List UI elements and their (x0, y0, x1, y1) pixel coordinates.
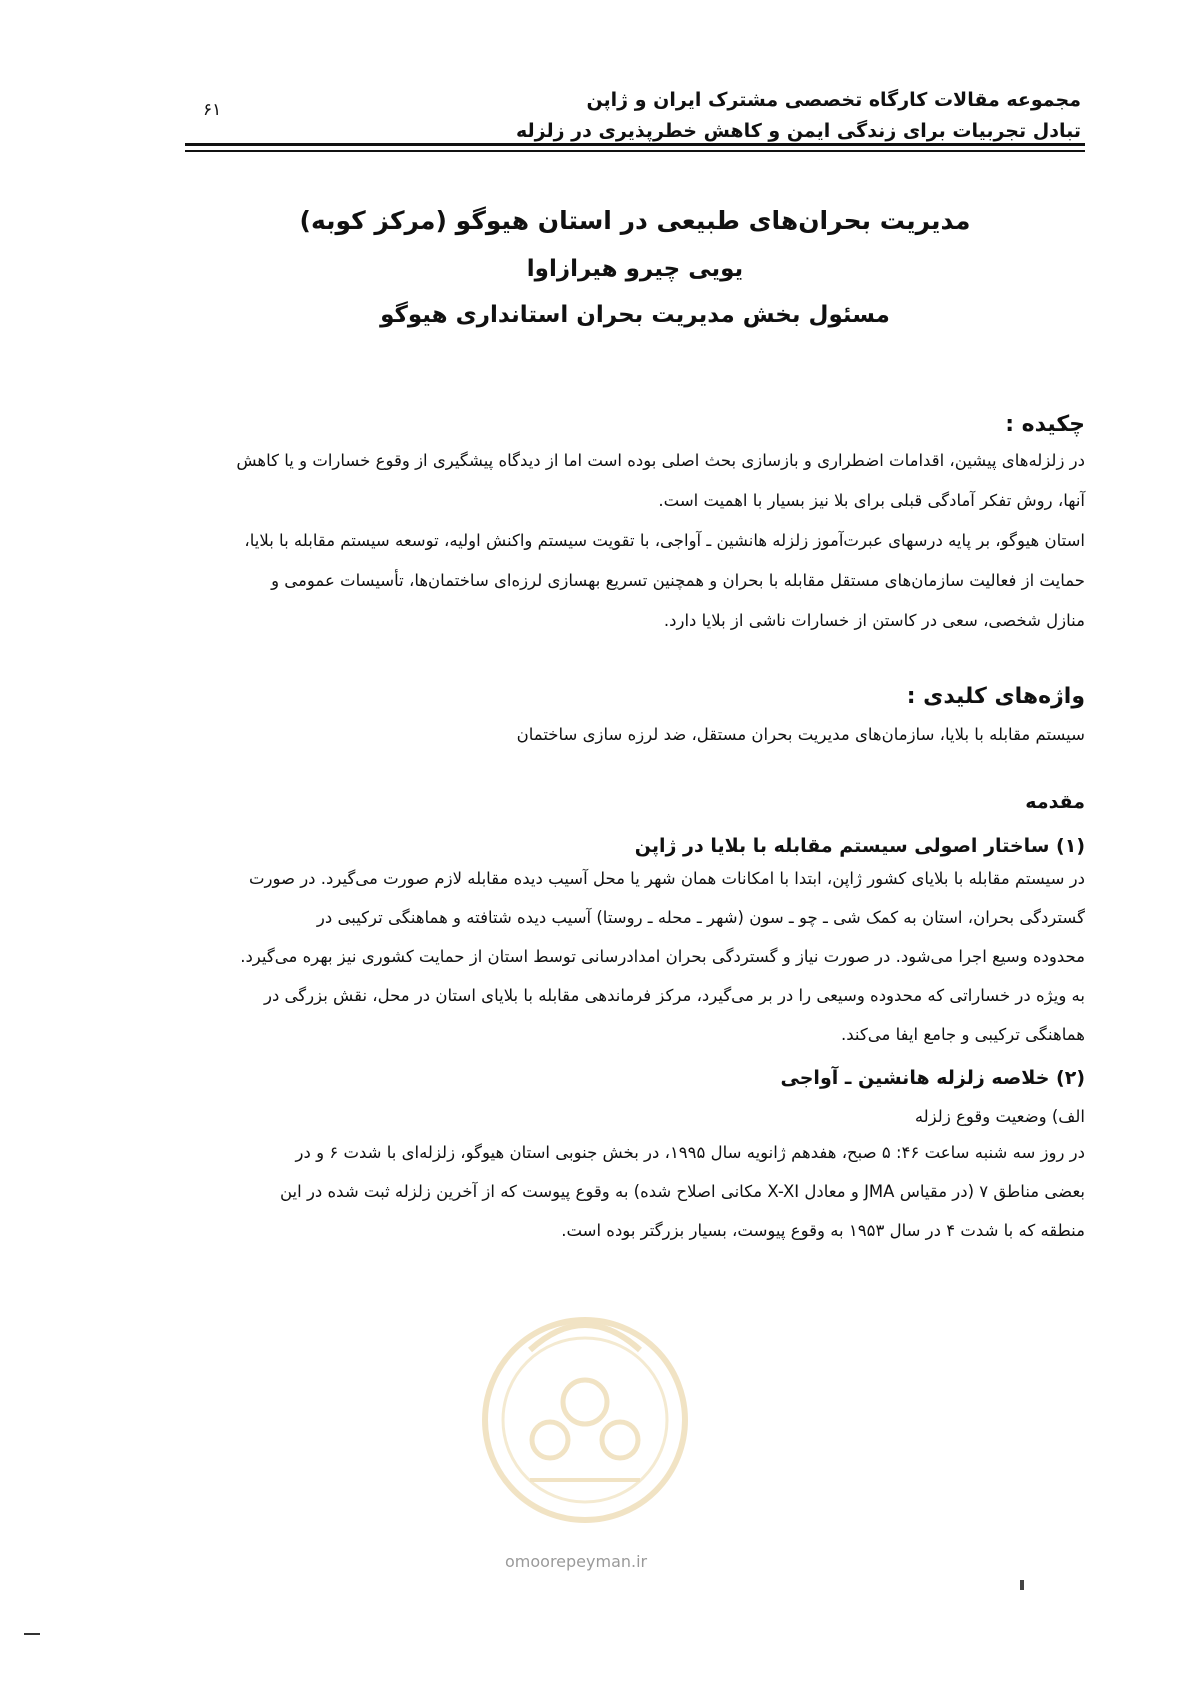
intro-section (185, 786, 1085, 1248)
keywords-text: سیستم مقابله با بلایا، سازمان‌های مدیریت بحران مستقل، ضد لرزه سازی ساختمان (516, 725, 1085, 744)
header-line-2: تبادل تجربیات برای زندگی ایمن و کاهش خطرپذیری در زلزله (516, 120, 1081, 142)
intro-heading: مقدمه (1025, 791, 1085, 813)
keywords-section (185, 680, 1085, 752)
running-header (181, 85, 1081, 147)
section-1-line: محدوده وسیع اجرا می‌شود. در صورت نیاز و گستردگی بحران امدادرسانی توسط استان از حمایت کشوری نیز بهره می‌گیرد. (240, 947, 1085, 966)
watermark-site: omoorepeyman.ir (505, 1552, 648, 1571)
watermark-seal-icon (470, 1290, 700, 1530)
author-affiliation: مسئول بخش مدیریت بحران استانداری هیوگو (380, 302, 890, 328)
scan-mark (1020, 1580, 1024, 1590)
section-2-line: بعضی مناطق ۷ (در مقیاس JMA و معادل X-XI مکانی اصلاح شده) به وقوع پیوست که از آخرین زلزله ثبت شده در این (279, 1182, 1085, 1201)
scan-edge-mark (24, 1633, 40, 1635)
header-rule (185, 143, 1085, 146)
section-1-line: هماهنگی ترکیبی و جامع ایفا می‌کند. (841, 1025, 1085, 1044)
section-1-line: به ویژه در خساراتی که محدوده وسیعی را در بر می‌گیرد، مرکز فرماندهی مقابله با بلایای استان در محل، نقش بزرگی در (263, 986, 1085, 1005)
author-name: یویی چیرو هیرازاوا (526, 256, 744, 282)
header-rule-secondary (185, 150, 1085, 152)
abstract-section (185, 408, 1085, 638)
abstract-line: آنها، روش تفکر آمادگی قبلی برای بلا نیز بسیار با اهمیت است. (658, 491, 1085, 510)
section-1-heading: (۱) ساختار اصولی سیستم مقابله با بلایا در ژاپن (634, 835, 1085, 857)
abstract-line: در زلزله‌های پیشین، اقدامات اضطراری و بازسازی بحث اصلی بوده است اما از دیدگاه پیشگیری از وقوع خسارات و یا کاهش (236, 451, 1085, 470)
section-2-subheading: الف) وضعیت وقوع زلزله (914, 1107, 1085, 1126)
abstract-line: استان هیوگو، بر پایه درسهای عبرت‌آموز زلزله هانشین ـ آواجی، با تقویت سیستم واکنش اولیه، توسعه سیستم مقابله با بلایا، (244, 531, 1085, 550)
abstract-line: حمایت از فعالیت سازمان‌های مستقل مقابله با بحران و همچنین تسریع بهسازی لرزه‌ای ساختمان‌ها، تأسیسات عمومی و (271, 571, 1085, 590)
section-2-line: در روز سه شنبه ساعت ۴۶: ۵ صبح، هفدهم ژانویه سال ۱۹۹۵، در بخش جنوبی استان هیوگو، زلزله‌ای با شدت ۶ و در (295, 1143, 1085, 1162)
header-line-1: مجموعه مقالات کارگاه تخصصی مشترک ایران و ژاپن (586, 89, 1081, 111)
abstract-line: منازل شخصی، سعی در کاستن از خسارات ناشی از بلایا دارد. (663, 611, 1085, 630)
page-number: ۶۱ (203, 100, 222, 120)
section-2-line: منطقه که با شدت ۴ در سال ۱۹۵۳ به وقوع پیوست، بسیار بزرگتر بوده است. (561, 1221, 1085, 1240)
section-1-line: گستردگی بحران، استان به کمک شی ـ چو ـ سون (شهر ـ محله ـ روستا) آسیب دیده شتافته و هماهنگی ترکیبی در (316, 908, 1085, 927)
section-2-heading: (۲) خلاصه زلزله هانشین ـ آواجی (780, 1067, 1085, 1089)
section-1-line: در سیستم مقابله با بلایای کشور ژاپن، ابتدا با امکانات همان شهر یا محل آسیب دیده مقابله لازم صورت می‌گیرد. در صورت (248, 869, 1085, 888)
article-title: مدیریت بحران‌های طبیعی در استان هیوگو (مرکز کوبه) (299, 206, 971, 235)
title-block (190, 196, 1080, 338)
abstract-heading: چکیده : (1005, 412, 1085, 437)
keywords-heading: واژه‌های کلیدی : (906, 684, 1085, 709)
